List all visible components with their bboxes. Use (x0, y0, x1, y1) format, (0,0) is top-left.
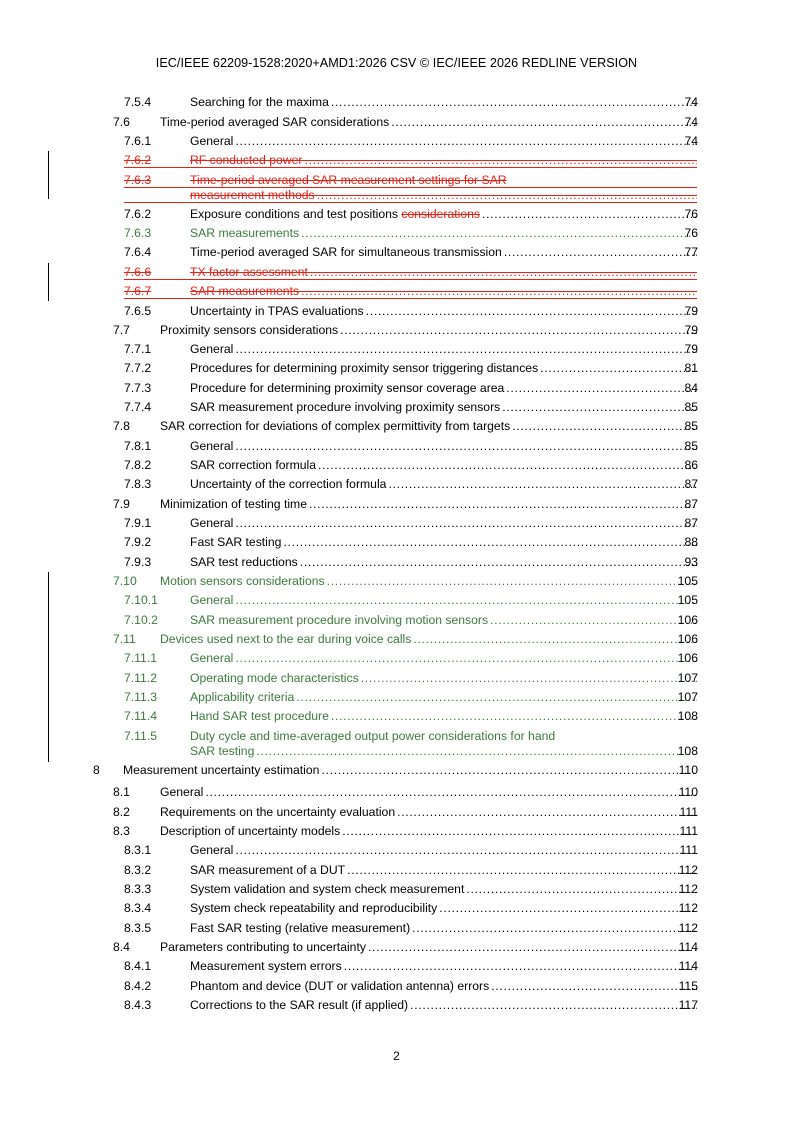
toc-entry[interactable] (0, 978, 793, 994)
toc-entry-number: 7.6.3 (124, 226, 152, 240)
toc-entry-title: Uncertainty of the correction formula . . . (190, 476, 697, 492)
toc-entry-title: Searching for the maxima . . . (190, 94, 697, 110)
toc-entry-page: 77 (684, 245, 698, 259)
toc-entry-added[interactable] (0, 650, 793, 666)
toc-entry-number: 7.7 (113, 323, 130, 337)
toc-entry[interactable] (0, 244, 793, 260)
toc-entry-added[interactable] (0, 728, 793, 744)
toc-entry-page: 111 (679, 824, 698, 838)
toc-entry-title: Proximity sensors considerations . . . (160, 322, 697, 338)
toc-entry-number: 7.8.2 (124, 458, 152, 472)
toc-entry[interactable] (0, 823, 793, 839)
toc-entry-deleted-continuation[interactable] (0, 187, 793, 203)
toc-entry[interactable] (0, 94, 793, 110)
toc-entry-number: 8.4 (113, 940, 130, 954)
toc-entry-number: 7.7.1 (124, 342, 152, 356)
toc-entry-title: Fast SAR testing . . . (190, 534, 697, 550)
toc-entry[interactable] (0, 862, 793, 878)
toc-entry[interactable] (0, 341, 793, 357)
toc-entry[interactable] (0, 322, 793, 338)
toc-entry-title: TX factor assessment . . . (190, 264, 697, 280)
toc-entry-number: 7.11.3 (124, 690, 157, 704)
toc-entry[interactable] (0, 842, 793, 858)
toc-entry[interactable] (0, 303, 793, 319)
toc-entry-number: 7.11.2 (124, 671, 157, 685)
toc-entry[interactable] (0, 496, 793, 512)
toc-entry[interactable] (0, 418, 793, 434)
toc-entry-number: 7.9.2 (124, 535, 152, 549)
toc-entry-page: 106 (677, 613, 698, 627)
toc-entry-number: 7.6.1 (124, 134, 152, 148)
toc-entry-deleted[interactable] (0, 172, 793, 188)
toc-entry-number: 7.11.4 (124, 709, 157, 723)
toc-entry-title: General . . . (190, 650, 697, 666)
toc-entry-number: 7.6.2 (124, 207, 152, 221)
toc-entry-title: SAR measurement of a DUT . . . (190, 862, 697, 878)
toc-entry-number: 8.1 (113, 785, 130, 799)
toc-entry-page: 117 (678, 998, 698, 1012)
toc-entry-number: 7.6.3 (124, 173, 152, 187)
toc-entry-number: 7.9 (113, 497, 130, 511)
toc-entry-page: 93 (684, 555, 698, 569)
toc-entry-page: 74 (684, 95, 698, 109)
toc-entry[interactable] (0, 900, 793, 916)
toc-entry[interactable] (0, 997, 793, 1013)
toc-entry-title: Operating mode characteristics . . . (190, 670, 697, 686)
toc-entry-number: 7.6.6 (124, 265, 152, 279)
toc-entry-title: Corrections to the SAR result (if applied) . . . (190, 997, 697, 1013)
toc-entry-page: 88 (684, 535, 698, 549)
toc-entry-page: 112 (678, 863, 698, 877)
toc-entry-page: 110 (678, 785, 698, 799)
toc-entry-page: 111 (679, 843, 698, 857)
toc-entry-title: Time-period averaged SAR measurement settings for SAR (190, 173, 507, 187)
toc-entry-title: SAR measurement procedure involving motion sensors . . . (190, 612, 697, 628)
toc-entry-title: SAR measurements . . . (190, 225, 697, 241)
toc-entry-number: 7.6.5 (124, 304, 152, 318)
toc-entry-page: 110 (678, 763, 698, 777)
toc-entry-page: 105 (677, 593, 698, 607)
toc-entry-title: System check repeatability and reproducibility . . . (190, 900, 697, 916)
toc-entry-number: 7.6.4 (124, 245, 152, 259)
toc-entry-page: 107 (677, 690, 698, 704)
toc-entry-title: Devices used next to the ear during voice calls . . . (160, 631, 697, 647)
toc-entry[interactable] (0, 881, 793, 897)
toc-entry-added[interactable] (0, 689, 793, 705)
toc-entry[interactable] (0, 554, 793, 570)
toc-entry[interactable] (0, 206, 793, 222)
toc-entry-page: 112 (678, 921, 698, 935)
toc-entry-title: Applicability criteria . . . (190, 689, 697, 705)
toc-entry-title: RF conducted power . . . (190, 152, 697, 168)
toc-entry-page: 85 (684, 419, 698, 433)
toc-entry-number: 7.7.4 (124, 400, 152, 414)
toc-entry-number: 7.11 (113, 632, 136, 646)
toc-entry[interactable] (0, 762, 793, 778)
toc-entry-number: 7.10.1 (124, 593, 158, 607)
toc-entry-number: 8.3.2 (124, 863, 152, 877)
deleted-word: considerations (401, 207, 480, 221)
toc-entry-added[interactable] (0, 612, 793, 628)
toc-entry-number: 7.8.1 (124, 439, 152, 453)
toc-entry-page: 107 (677, 671, 698, 685)
toc-entry-title: Procedure for determining proximity sensor coverage area . . . (190, 380, 697, 396)
toc-entry-title: SAR measurements . . . (190, 283, 697, 299)
toc-entry-page: 114 (678, 940, 698, 954)
toc-entry-number: 7.6 (113, 115, 130, 129)
toc-entry[interactable] (0, 939, 793, 955)
toc-entry-number: 7.9.1 (124, 516, 152, 530)
toc-entry-page: 114 (678, 959, 698, 973)
toc-entry[interactable] (0, 804, 793, 820)
toc-entry-title: SAR measurement procedure involving proximity sensors . . . (190, 399, 697, 415)
toc-entry-added[interactable] (0, 573, 793, 589)
toc-entry[interactable] (0, 360, 793, 376)
toc-entry-title: General . . . (190, 592, 697, 608)
toc-entry-title: General . . . (160, 784, 697, 800)
toc-entry-title: measurement methods . . . (190, 187, 697, 203)
toc-entry-title: Hand SAR test procedure . . . (190, 708, 697, 724)
toc-entry-title: Measurement uncertainty estimation . . . (123, 762, 697, 778)
toc-entry-title: Procedures for determining proximity sensor triggering distances . . . (190, 360, 697, 376)
toc-entry-added[interactable] (0, 225, 793, 241)
toc-entry-deleted[interactable] (0, 283, 793, 299)
toc-entry-title: Description of uncertainty models . . . (160, 823, 697, 839)
toc-entry-title: Duty cycle and time-averaged output power considerations for hand (190, 729, 556, 743)
toc-entry-number: 7.10.2 (124, 613, 158, 627)
toc-entry-title: Requirements on the uncertainty evaluation . . . (160, 804, 697, 820)
toc-entry[interactable] (0, 133, 793, 149)
toc-entry-number: 7.9.3 (124, 555, 152, 569)
toc-entry-number: 8.4.3 (124, 998, 152, 1012)
toc-entry-title: Fast SAR testing (relative measurement) . . . (190, 920, 697, 936)
toc-entry-title: General . . . (190, 133, 697, 149)
toc-entry-number: 7.10 (113, 574, 137, 588)
toc-entry-page: 108 (677, 744, 698, 758)
toc-entry-title: Motion sensors considerations . . . (160, 573, 697, 589)
toc-entry-page: 85 (684, 400, 698, 414)
toc-entry-page: 106 (677, 651, 698, 665)
toc-entry-title: SAR correction for deviations of complex permittivity from targets . . . (160, 418, 697, 434)
toc-entry-page: 85 (684, 439, 698, 453)
toc-entry-page: 87 (684, 516, 698, 530)
toc-entry[interactable] (0, 784, 793, 800)
toc-entry-page: 112 (678, 901, 698, 915)
toc-entry[interactable] (0, 438, 793, 454)
toc-entry-number: 8.2 (113, 805, 130, 819)
toc-entry-title: General . . . (190, 341, 697, 357)
toc-entry-page: 74 (684, 115, 698, 129)
toc-entry-page: 79 (684, 342, 698, 356)
toc-entry-page: 79 (684, 304, 698, 318)
toc-entry-page: 105 (677, 574, 698, 588)
toc-entry-page: 76 (684, 226, 698, 240)
toc-entry-number: 8.3.4 (124, 901, 152, 915)
toc-entry-added[interactable] (0, 631, 793, 647)
toc-entry-title: General . . . (190, 842, 697, 858)
toc-entry-deleted[interactable] (0, 264, 793, 280)
toc-entry-number: 7.5.4 (124, 95, 152, 109)
toc-entry-title: Time-period averaged SAR for simultaneous transmission . . . (190, 244, 697, 260)
toc-entry-page: 79 (684, 323, 698, 337)
toc-entry-title: SAR testing . . . (190, 743, 697, 759)
toc-entry[interactable] (0, 380, 793, 396)
toc-entry-page: 112 (678, 882, 698, 896)
toc-entry[interactable] (0, 476, 793, 492)
toc-entry-title: Phantom and device (DUT or validation antenna) errors . . . (190, 978, 697, 994)
toc-entry-title: General . . . (190, 438, 697, 454)
toc-entry-title: Time-period averaged SAR considerations . . . (160, 114, 697, 130)
toc-entry[interactable] (0, 457, 793, 473)
toc-entry-title: Measurement system errors . . . (190, 958, 697, 974)
toc-entry-added[interactable] (0, 592, 793, 608)
toc-entry-title: Parameters contributing to uncertainty . . . (160, 939, 697, 955)
toc-entry-page: 87 (684, 497, 698, 511)
toc-entry-number: 8.3 (113, 824, 130, 838)
toc-entry-page: 74 (684, 134, 698, 148)
toc-entry-number: 7.6.2 (124, 153, 152, 167)
toc-entry-number: 7.8 (113, 419, 130, 433)
page-number: 2 (393, 1049, 400, 1063)
toc-entry[interactable] (0, 920, 793, 936)
toc-entry-deleted[interactable] (0, 152, 793, 168)
toc-entry-added-continuation[interactable] (0, 743, 793, 759)
toc-entry[interactable] (0, 114, 793, 130)
toc-entry-page: 108 (677, 709, 698, 723)
toc-entry-added[interactable] (0, 708, 793, 724)
toc-entry-title: SAR correction formula . . . (190, 457, 697, 473)
toc-entry-number: 7.11.5 (124, 729, 157, 743)
toc-entry-number: 8 (93, 763, 100, 777)
toc-entry[interactable] (0, 958, 793, 974)
toc-entry-page: 81 (684, 361, 698, 375)
toc-entry-title: System validation and system check measurement . . . (190, 881, 697, 897)
toc-entry-page: 87 (684, 477, 698, 491)
running-header: IEC/IEEE 62209-1528:2020+AMD1:2026 CSV © IEC/IEEE 2026 REDLINE VERSION (155, 56, 638, 70)
toc-entry-number: 7.8.3 (124, 477, 152, 491)
toc-entry[interactable] (0, 399, 793, 415)
toc-entry-page: 86 (684, 458, 698, 472)
toc-entry-page: 76 (684, 207, 698, 221)
toc-entry[interactable] (0, 515, 793, 531)
toc-entry-page: 106 (677, 632, 698, 646)
toc-entry-number: 7.7.3 (124, 381, 152, 395)
toc-entry-number: 7.6.7 (124, 284, 152, 298)
toc-entry-title: Uncertainty in TPAS evaluations . . . (190, 303, 697, 319)
toc-entry-number: 8.3.5 (124, 921, 152, 935)
toc-entry-number: 7.7.2 (124, 361, 152, 375)
toc-entry-number: 8.3.1 (124, 843, 152, 857)
toc-entry-number: 7.11.1 (124, 651, 157, 665)
toc-entry-page: 111 (679, 805, 698, 819)
toc-entry-page: 115 (678, 979, 698, 993)
toc-entry-page: 84 (684, 381, 698, 395)
toc-entry-title: Exposure conditions and test positions (190, 207, 398, 221)
toc-entry-added[interactable] (0, 670, 793, 686)
toc-entry-number: 8.4.1 (124, 959, 152, 973)
toc-entry-number: 8.3.3 (124, 882, 152, 896)
toc-entry-title: Minimization of testing time . . . (160, 496, 697, 512)
toc-entry-title: General . . . (190, 515, 697, 531)
toc-entry[interactable] (0, 534, 793, 550)
toc-entry-number: 8.4.2 (124, 979, 152, 993)
toc-entry-title: SAR test reductions . . . (190, 554, 697, 570)
